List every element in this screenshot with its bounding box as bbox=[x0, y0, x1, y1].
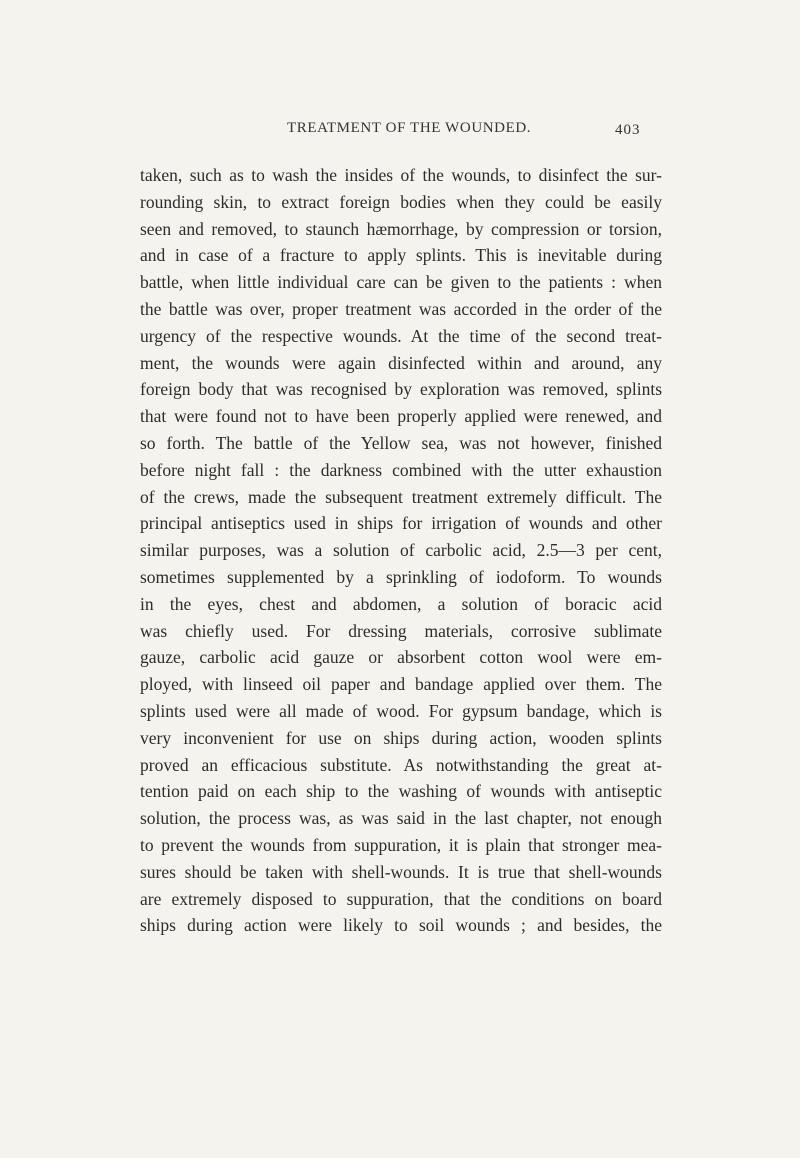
text-line: are extremely disposed to suppuration, that the conditions on board bbox=[140, 888, 662, 909]
text-line: rounding skin, to extract foreign bodies when they could be easily bbox=[140, 191, 662, 212]
text-line: ployed, with linseed oil paper and bandage applied over them. The bbox=[140, 674, 662, 695]
text-line: solution, the process was, as was said in the last chapter, not enough bbox=[140, 808, 662, 829]
text-line: principal antiseptics used in ships for irrigation of wounds and other bbox=[140, 513, 662, 534]
text-line: taken, such as to wash the insides of the wounds, to disinfect the sur- bbox=[140, 165, 662, 185]
text-line: tention paid on each ship to the washing of wounds with antiseptic bbox=[140, 781, 662, 802]
text-line: before night fall : the darkness combined with the utter exhaustion bbox=[140, 459, 662, 480]
text-line: similar purposes, was a solution of carbolic acid, 2.5—3 per cent, bbox=[140, 540, 662, 561]
body-text bbox=[140, 162, 662, 939]
text-line: sometimes supplemented by a sprinkling of iodoform. To wounds bbox=[140, 566, 662, 587]
text-line: very inconvenient for use on ships during action, wooden splints bbox=[140, 727, 662, 748]
text-line: splints used were all made of wood. For gypsum bandage, which is bbox=[140, 700, 662, 721]
text-line: sures should be taken with shell-wounds. It is true that shell-wounds bbox=[140, 861, 662, 882]
text-line: gauze, carbolic acid gauze or absorbent cotton wool were em- bbox=[140, 647, 662, 668]
text-line: the battle was over, proper treatment was accorded in the order of the bbox=[140, 298, 662, 319]
text-line: of the crews, made the subsequent treatment extremely difficult. The bbox=[140, 486, 662, 507]
text-line: and in case of a fracture to apply splints. This is inevitable during bbox=[140, 245, 662, 266]
text-line: seen and removed, to staunch hæmorrhage, by compression or torsion, bbox=[140, 218, 662, 239]
text-line: proved an efficacious substitute. As notwithstanding the great at- bbox=[140, 754, 662, 775]
text-line: ships during action were likely to soil wounds ; and besides, the bbox=[140, 915, 662, 936]
text-line: to prevent the wounds from suppuration, it is plain that stronger mea- bbox=[140, 834, 662, 855]
text-line: urgency of the respective wounds. At the time of the second treat- bbox=[140, 325, 662, 346]
text-line: that were found not to have been properly applied were renewed, and bbox=[140, 406, 662, 427]
text-line: so forth. The battle of the Yellow sea, was not however, finished bbox=[140, 432, 662, 453]
text-line: ment, the wounds were again disinfected within and around, any bbox=[140, 352, 662, 373]
running-title: TREATMENT OF THE WOUNDED. bbox=[287, 120, 532, 136]
text-line: foreign body that was recognised by exploration was removed, splints bbox=[140, 379, 662, 400]
page-number: 403 bbox=[615, 122, 641, 138]
text-line: battle, when little individual care can be given to the patients : when bbox=[140, 272, 662, 293]
text-line: in the eyes, chest and abdomen, a solution of boracic acid bbox=[140, 593, 662, 614]
text-line: was chiefly used. For dressing materials, corrosive sublimate bbox=[140, 620, 662, 641]
